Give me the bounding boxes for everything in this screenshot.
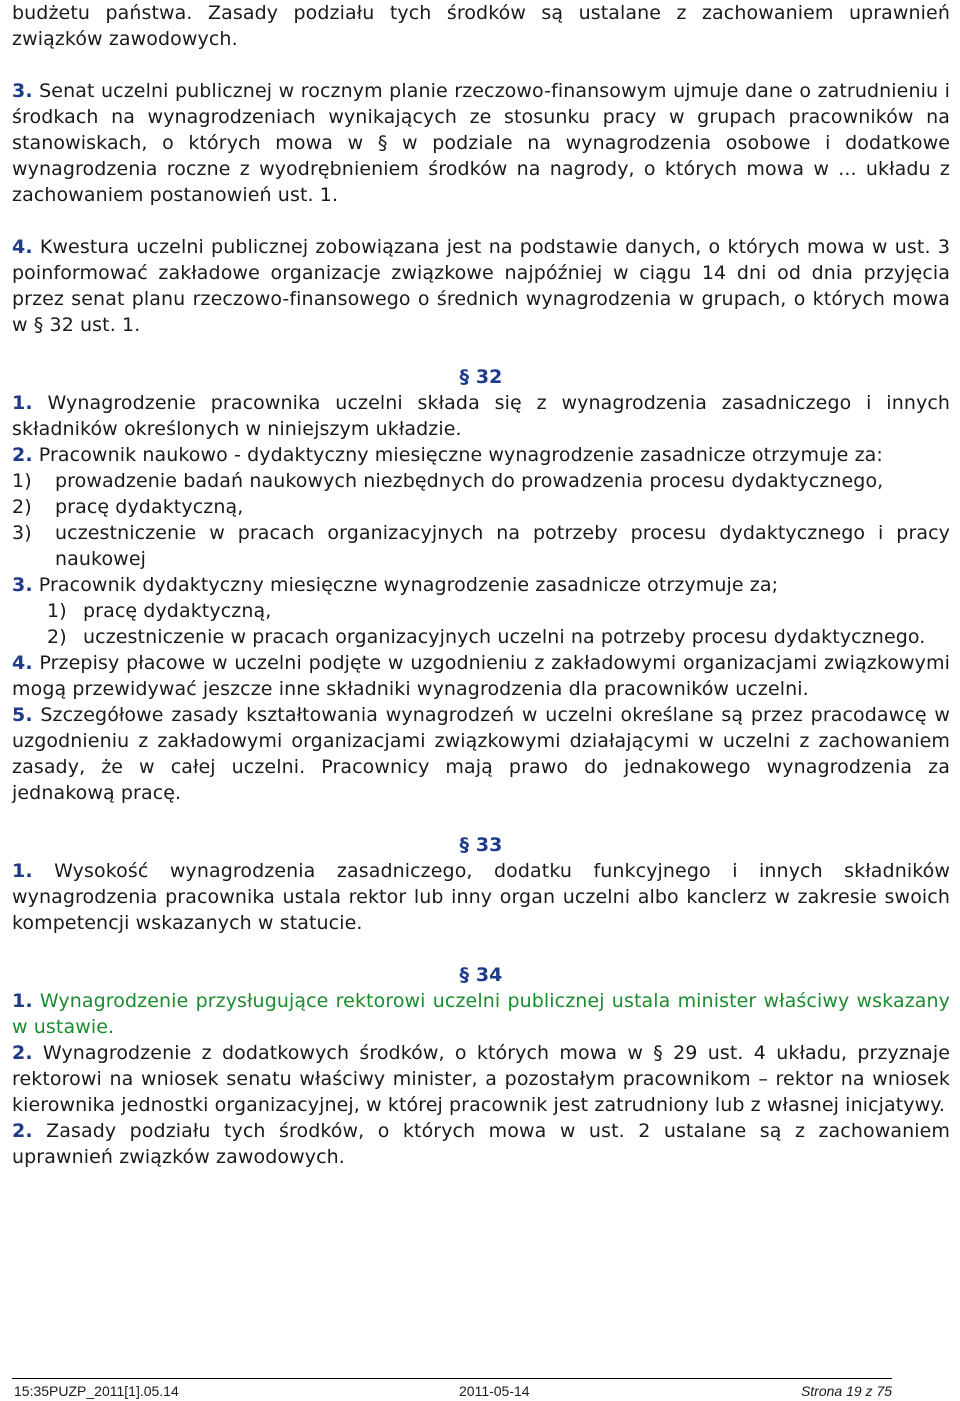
clause-text: Wynagrodzenie przysługujące rektorowi uczelni publicznej ustala minister właściwy wskazany w ustawie. — [12, 990, 950, 1038]
clause-3 — [12, 78, 950, 208]
clause-33-1 — [12, 858, 950, 936]
section-heading-34: § 34 — [459, 964, 503, 986]
list-item — [12, 598, 950, 624]
clause-number: 2. — [12, 444, 33, 466]
clause-text: Pracownik dydaktyczny miesięczne wynagrodzenie zasadnicze otrzymuje za; — [38, 574, 779, 596]
clause-number: 1. — [12, 860, 33, 882]
clause-34-1 — [12, 988, 950, 1040]
clause-number: 1. — [12, 392, 33, 414]
list-item-text: pracę dydaktyczną, — [83, 600, 272, 622]
clause-32-2 — [12, 442, 950, 468]
list-item-text: pracę dydaktyczną, — [55, 496, 244, 518]
section-heading-33: § 33 — [459, 834, 503, 856]
list-item-number: 3) — [12, 522, 32, 544]
clause-4 — [12, 234, 950, 338]
list-item-number: 2) — [12, 496, 32, 518]
footer-date: 2011-05-14 — [459, 1383, 530, 1399]
list-item-text: prowadzenie badań naukowych niezbędnych do prowadzenia procesu dydaktycznego, — [55, 470, 884, 492]
clause-number: 3. — [12, 574, 33, 596]
list-item — [12, 520, 950, 572]
clause-text: Zasady podziału tych środków, o których mowa w ust. 2 ustalane są z zachowaniem uprawnień związków zawodowych. — [12, 1120, 950, 1168]
clause-text: Wysokość wynagrodzenia zasadniczego, dodatku funkcyjnego i innych składników wynagrodzenia pracownika ustala rektor lub inny organ uczelni albo kanclerz w zakresie swoich kompetencji wskazanych w statucie. — [12, 860, 951, 934]
clause-number: 3. — [12, 80, 33, 102]
list-item-text: uczestniczenie w pracach organizacyjnych uczelni na potrzeby procesu dydaktycznego. — [83, 626, 926, 648]
list-item — [12, 624, 950, 650]
list-item-number: 1) — [12, 470, 32, 492]
list-item — [12, 468, 950, 494]
document-page — [12, 0, 950, 1170]
clause-number: 4. — [12, 236, 33, 258]
clause-number: 1. — [12, 990, 33, 1012]
clause-text: Szczegółowe zasady kształtowania wynagrodzeń w uczelni określane są przez pracodawcę w uzgodnieniu z zakładowymi organizacjami związkowymi działającymi w uczelni z zachowaniem zasady, że w całej uczelni. Pracownicy mają prawo do jednakowego wynagrodzenia za jednakową pracę. — [12, 704, 951, 804]
footer-filename: 15:35PUZP_2011[1].05.14 — [14, 1383, 179, 1399]
footer-page-number: Strona 19 z 75 — [800, 1383, 892, 1399]
list-item-number: 1) — [47, 600, 67, 622]
page-footer — [12, 1378, 892, 1399]
clause-number: 4. — [12, 652, 33, 674]
clause-34-2 — [12, 1040, 950, 1118]
clause-text: Pracownik naukowo - dydaktyczny miesięczne wynagrodzenie zasadnicze otrzymuje za: — [38, 444, 883, 466]
clause-32-3 — [12, 572, 950, 598]
clause-text: Wynagrodzenie z dodatkowych środków, o których mowa w § 29 ust. 4 układu, przyznaje rektorowi na wniosek senatu właściwy minister, a pozostałym pracownikom – rektor na wniosek kierownika jednostki organizacyjnej, w której pracownik jest zatrudniony lub z własnej inicjatywy. — [12, 1042, 951, 1116]
clause-number: 5. — [12, 704, 33, 726]
clause-number: 2. — [12, 1120, 33, 1142]
clause-text: Wynagrodzenie pracownika uczelni składa się z wynagrodzenia zasadniczego i innych składników określonych w niniejszym układzie. — [12, 392, 951, 440]
list-item-number: 2) — [47, 626, 67, 648]
clause-text: Kwestura uczelni publicznej zobowiązana jest na podstawie danych, o których mowa w ust. 3 poinformować zakładowe organizacje związkowe najpóźniej w ciągu 14 dni od dnia przyjęcia przez senat planu rzeczowo-finansowego o średnich wynagrodzenia w grupach, o których mowa w § 32 ust. 1. — [12, 236, 951, 336]
clause-32-5 — [12, 702, 950, 806]
clause-32-1 — [12, 390, 950, 442]
clause-34-2b — [12, 1118, 950, 1170]
clause-number: 2. — [12, 1042, 33, 1064]
clause-text: Przepisy płacowe w uczelni podjęte w uzgodnieniu z zakładowymi organizacjami związkowymi mogą przewidywać jeszcze inne składniki wynagrodzenia dla pracowników uczelni. — [12, 652, 950, 700]
clause-32-4 — [12, 650, 950, 702]
paragraph-continued: budżetu państwa. Zasady podziału tych środków są ustalane z zachowaniem uprawnień związków zawodowych. — [12, 2, 950, 50]
list-item-text: uczestniczenie w pracach organizacyjnych na potrzeby procesu dydaktycznego i pracy naukowej — [55, 522, 950, 570]
list-item — [12, 494, 950, 520]
section-heading-32: § 32 — [459, 366, 503, 388]
clause-text: Senat uczelni publicznej w rocznym planie rzeczowo-finansowym ujmuje dane o zatrudnieniu i środkach na wynagrodzeniach wynikających ze stosunku pracy w grupach pracowników na stanowiskach, o których mowa w § w podziale na wynagrodzenia osobowe i dodatkowe wynagrodzenia roczne z wyodrębnieniem środków na nagrody, o których mowa w ... układu z zachowaniem postanowień ust. 1. — [12, 80, 950, 206]
